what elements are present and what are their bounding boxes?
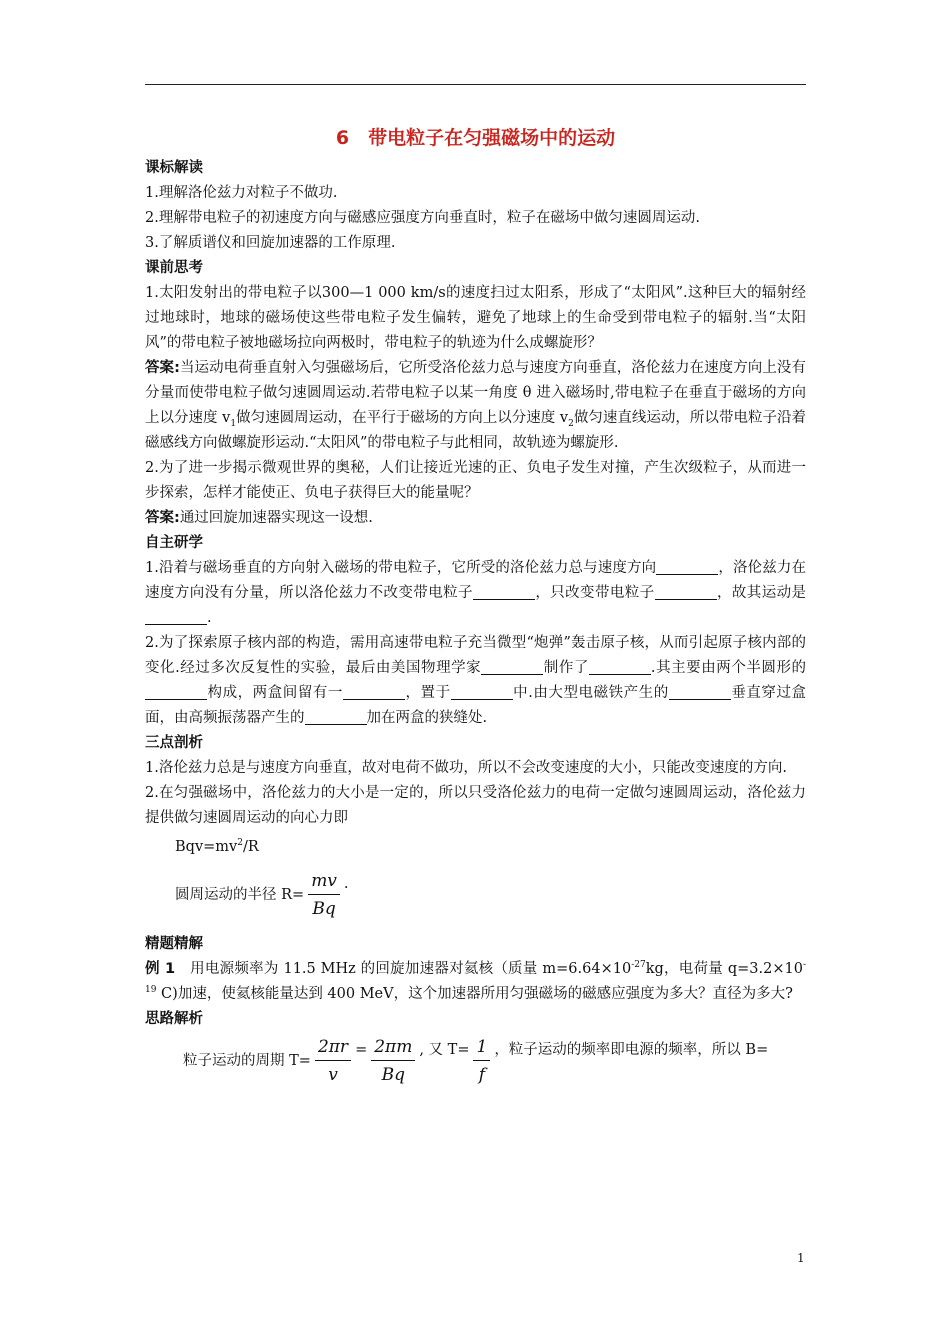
- header-rule: [145, 84, 806, 85]
- fill-blank: [343, 683, 405, 700]
- question-2: 2.为了进一步揭示微观世界的奥秘，人们让接近光速的正、负电子发生对撞，产生次级粒子，从而进一步探索，怎样才能使正、负电子获得巨大的能量呢？: [145, 460, 806, 501]
- numerator: 1: [473, 1036, 490, 1061]
- numerator: 2πr: [315, 1036, 351, 1061]
- fraction: [473, 1036, 490, 1086]
- study-item-1: [145, 556, 806, 631]
- example-1: [145, 957, 806, 1007]
- objective-3: 3.了解质谱仪和回旋加速器的工作原理.: [145, 235, 396, 251]
- superscript: 2: [237, 838, 243, 849]
- answer-1-text: 做匀速直线运动，所以带电粒子沿着磁感线方向做螺旋形运动.“太阳风”的带电粒子与此相同，故轨迹为螺旋形.: [145, 410, 806, 451]
- study-text: ，洛伦兹力在速度方向没有分量，所以洛伦兹力不改变带电粒子: [145, 560, 806, 601]
- answer-1: [145, 356, 806, 456]
- formula-text: .: [343, 875, 349, 892]
- fill-blank: [451, 683, 513, 700]
- fraction: [308, 870, 340, 920]
- fill-blank: [589, 658, 651, 675]
- denominator: v: [328, 1065, 338, 1085]
- study-text: 1.沿着与磁场垂直的方向射入磁场的带电粒子，它所受的洛伦兹力总与速度方向: [145, 560, 657, 576]
- fill-blank: [655, 583, 717, 600]
- study-text: 中.由大型电磁铁产生的: [512, 685, 669, 701]
- study-item-2: [145, 631, 806, 731]
- answer-2-text: 通过回旋加速器实现这一设想.: [179, 510, 373, 526]
- study-text: 垂直穿过盒面，由高频振荡器产生的: [145, 685, 807, 726]
- study-text: ，只改变带电粒子: [534, 585, 655, 601]
- fill-blank: [145, 683, 207, 700]
- study-text: ，置于: [404, 685, 451, 701]
- section-heading-preview: 课前思考: [145, 260, 203, 276]
- fill-blank: [473, 583, 535, 600]
- page-title: 6 带电粒子在匀强磁场中的运动: [335, 127, 616, 149]
- study-text: 加在两盒的狭缝处.: [366, 710, 488, 726]
- study-text: 构成，两盒间留有一: [207, 685, 343, 701]
- section-heading-self-study: 自主研学: [145, 535, 203, 551]
- section-heading-examples: 精题精解: [145, 936, 203, 952]
- study-text: 制作了: [543, 660, 589, 676]
- example-label: 例 1: [145, 961, 176, 977]
- superscript: -27: [631, 960, 646, 971]
- solution-line: [145, 1036, 806, 1086]
- example-text: 用电源频率为 11.5 MHz 的回旋加速器对氦核（质量 m=6.64×10: [175, 961, 632, 977]
- section-heading-objectives: 课标解读: [145, 160, 203, 176]
- solution-text: , 又 T=: [419, 1041, 470, 1058]
- formula-text: 圆周运动的半径 R=: [175, 886, 305, 903]
- example-text: C)加速，使氦核能量达到 400 MeV，这个加速器所用匀强磁场的磁感应强度为多大？直径为多大?: [156, 986, 793, 1002]
- subscript: 2: [568, 418, 574, 429]
- solution-text: =: [355, 1041, 368, 1058]
- numerator: mv: [308, 870, 340, 895]
- numerator: 2πm: [371, 1036, 415, 1061]
- answer-label: 答案:: [145, 360, 180, 376]
- fill-blank: [145, 608, 207, 625]
- answer-2: [145, 506, 806, 531]
- example-text: kg，电荷量 q=3.2×10: [645, 961, 803, 977]
- denominator: f: [478, 1065, 486, 1085]
- study-text: 2.为了探索原子核内部的构造，需用高速带电粒子充当微型“炮弹”轰击原子核，从而引起原子核内部的变化.经过多次反复性的实验，最后由美国物理学家: [145, 635, 806, 676]
- fill-blank: [305, 708, 367, 725]
- section-heading-analysis: 三点剖析: [145, 735, 203, 751]
- formula-text: /R: [242, 839, 259, 855]
- superscript: -19: [145, 960, 806, 996]
- document-page: [145, 120, 806, 1086]
- fraction: [315, 1036, 351, 1086]
- page-number: 1: [797, 1251, 805, 1265]
- answer-label: 答案:: [145, 510, 180, 526]
- fill-blank: [656, 558, 718, 575]
- formula-radius: [145, 870, 806, 920]
- fill-blank: [481, 658, 543, 675]
- denominator: Bq: [381, 1065, 405, 1085]
- solution-text: ，粒子运动的频率即电源的频率，所以 B=: [494, 1041, 769, 1058]
- objective-1: 1.理解洛伦兹力对粒子不做功.: [145, 185, 338, 201]
- question-1: 1.太阳发射出的带电粒子以300—1 000 km/s的速度扫过太阳系，形成了“太阳风”.这种巨大的辐射经过地球时，地球的磁场使这些带电粒子发生偏转，避免了地球上的生命受到带电粒子的辐射.当“太阳风”的带电粒子被地磁场拉向两极时，带电粒子的轨迹为什么成螺旋形？: [145, 285, 806, 351]
- analysis-1: 1.洛伦兹力总是与速度方向垂直，故对电荷不做功，所以不会改变速度的大小，只能改变速度的方向.: [145, 760, 787, 776]
- answer-1-text: 当运动电荷垂直射入匀强磁场后，它所受洛伦兹力总与速度方向垂直，洛伦兹力在速度方向上没有分量而使带电粒子做匀速圆周运动.若带电粒子以某一角度 θ 进入磁场时,带电粒子在垂直于磁场的方向上以分速度 v: [145, 360, 806, 426]
- study-text: .: [207, 610, 212, 626]
- study-text: .其主要由两个半圆形的: [650, 660, 807, 676]
- subscript: 1: [230, 418, 237, 429]
- solution-text: 粒子运动的周期 T=: [183, 1052, 311, 1069]
- objective-2: 2.理解带电粒子的初速度方向与磁感应强度方向垂直时，粒子在磁场中做匀速圆周运动.: [145, 210, 700, 226]
- section-heading-solution: 思路解析: [145, 1011, 203, 1027]
- study-text: ，故其运动是: [716, 585, 807, 601]
- analysis-2: 2.在匀强磁场中，洛伦兹力的大小是一定的，所以只受洛伦兹力的电荷一定做匀速圆周运动，洛伦兹力提供做匀速圆周运动的向心力即: [145, 785, 806, 826]
- formula-force: [145, 835, 806, 860]
- denominator: Bq: [312, 899, 336, 919]
- formula-text: Bqv=mv: [175, 839, 238, 855]
- fill-blank: [669, 683, 731, 700]
- fraction: [371, 1036, 415, 1086]
- answer-1-text: 做匀速圆周运动，在平行于磁场的方向上以分速度 v: [236, 410, 569, 426]
